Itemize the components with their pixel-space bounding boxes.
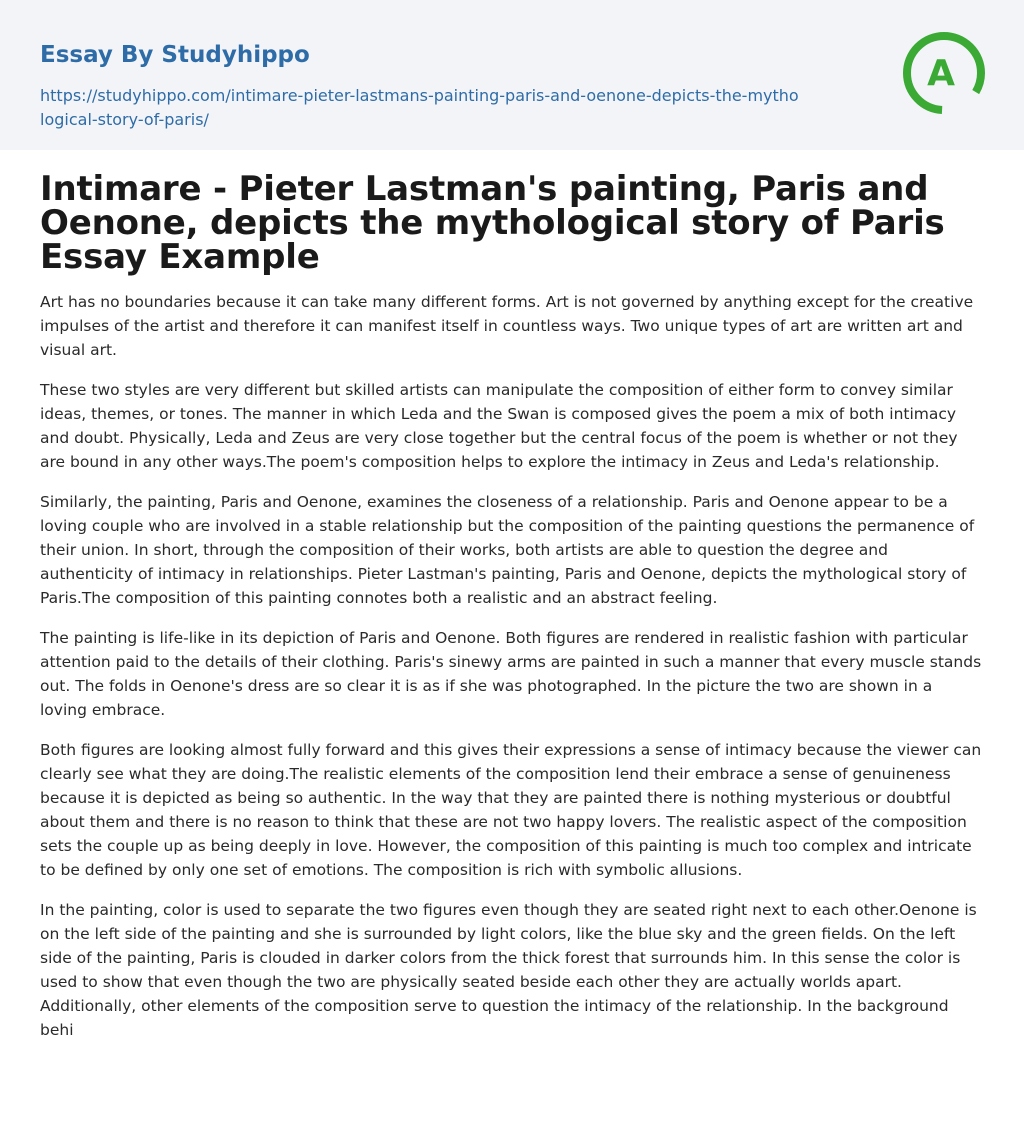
article-paragraph: Both figures are looking almost fully forward and this gives their expressions a sense of intimacy because the viewer can clearly see what they are doing.The realistic elements of the composition lend their embrace a sense of genuineness because it is depicted as being so authentic. In the way that they are painted there is nothing mysterious or doubtful about them and there is no reason to think that these are not two happy lovers. The realistic aspect of the composition sets the couple up as being deeply in love. However, the composition of this painting is much too complex and intricate to be defined by only one set of emotions. The composition is rich with symbolic allusions. <box>40 741 982 879</box>
article-paragraph: Art has no boundaries because it can take many different forms. Art is not governed by anything except for the creative impulses of the artist and therefore it can manifest itself in countless ways. Two unique types of art are written art and visual art. <box>40 293 974 359</box>
site-brand[interactable]: Essay By Studyhippo <box>40 42 310 68</box>
article-paragraph: The painting is life-like in its depiction of Paris and Oenone. Both figures are rendered in realistic fashion with particular attention paid to the details of their clothing. Paris's sinewy arms are painted in such a manner that every muscle stands out. The folds in Oenone's dress are so clear it is as if she was photographed. In the picture the two are shown in a loving embrace. <box>40 629 982 719</box>
logo-ring-icon <box>899 28 989 118</box>
logo-letter: A <box>927 53 955 94</box>
article-paragraph: Similarly, the painting, Paris and Oenone, examines the closeness of a relationship. Paris and Oenone appear to be a loving couple who are involved in a stable relationship but the composition of the painting questions the permanence of their union. In short, through the composition of their works, both artists are able to question the degree and authenticity of intimacy in relationships. Pieter Lastman's painting, Paris and Oenone, depicts the mythological story of Paris.The composition of this painting connotes both a realistic and an abstract feeling. <box>40 493 975 607</box>
site-header <box>0 0 1024 150</box>
studyhippo-logo-icon[interactable] <box>899 28 989 118</box>
article-url-link[interactable]: https://studyhippo.com/intimare-pieter-lastmans-painting-paris-and-oenone-depicts-the-mythological-story-of-paris/ <box>40 86 799 129</box>
article-title: Intimare - Pieter Lastman's painting, Paris and Oenone, depicts the mythological story of Paris Essay Example <box>40 169 945 277</box>
article-paragraph: In the painting, color is used to separate the two figures even though they are seated right next to each other.Oenone is on the left side of the painting and she is surrounded by light colors, like the blue sky and the green fields. On the left side of the painting, Paris is clouded in darker colors from the thick forest that surrounds him. In this sense the color is used to show that even though the two are physically seated beside each other they are actually worlds apart. Additionally, other elements of the composition serve to question the intimacy of the relationship. In the background behi <box>40 901 977 1039</box>
article-paragraph: These two styles are very different but skilled artists can manipulate the composition of either form to convey similar ideas, themes, or tones. The manner in which Leda and the Swan is composed gives the poem a mix of both intimacy and doubt. Physically, Leda and Zeus are very close together but the central focus of the poem is whether or not they are bound in any other ways.The poem's composition helps to explore the intimacy in Zeus and Leda's relationship. <box>40 381 958 471</box>
article-body <box>0 150 1024 1042</box>
